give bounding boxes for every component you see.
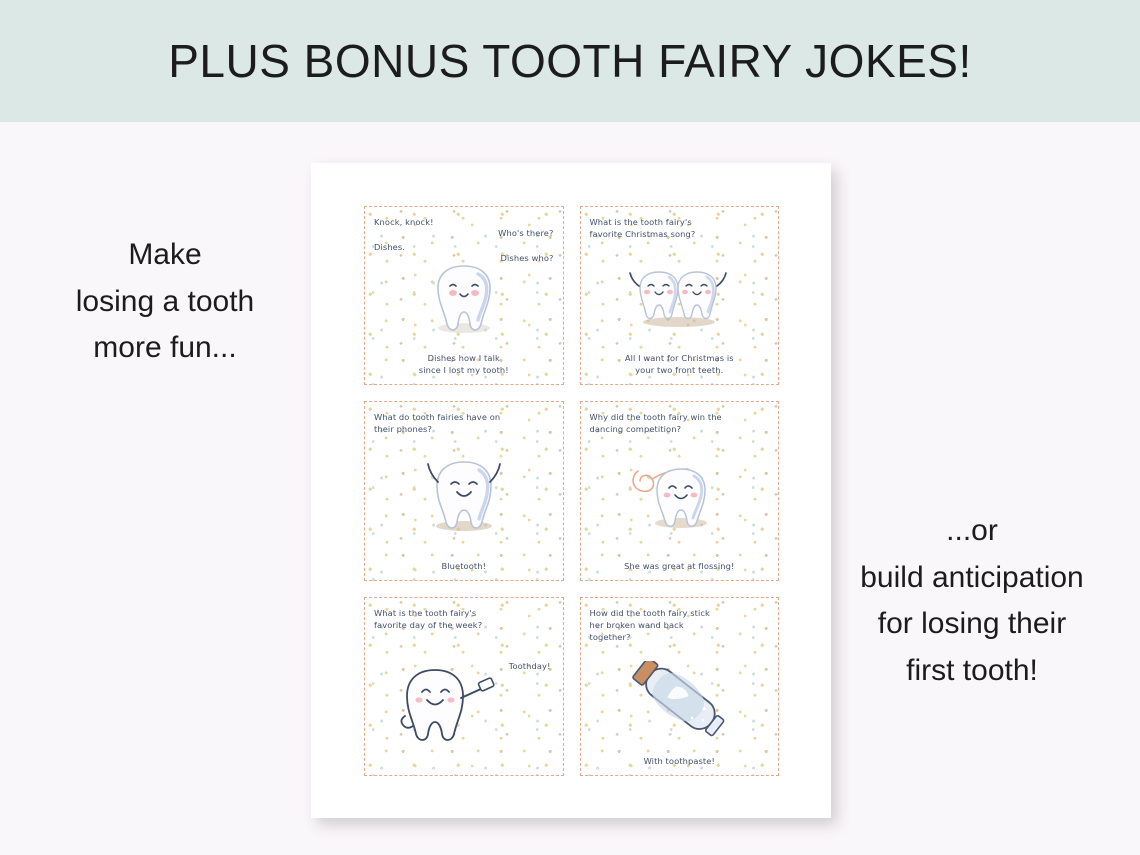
joke-question-line: Dishes who? [500, 253, 554, 263]
joke-answer: Bluetooth! [441, 560, 487, 571]
joke-question-line: Who's there? [498, 228, 554, 238]
tooth-with-floss-icon [581, 452, 779, 534]
caption-right-line-2: build anticipation [860, 560, 1084, 594]
happy-tooth-arms-up-icon [365, 452, 563, 534]
joke-question [374, 607, 554, 631]
joke-card [364, 206, 564, 385]
caption-right-line-4: first tooth! [906, 653, 1038, 687]
header-banner [0, 0, 1140, 122]
toothpaste-tube-icon [581, 658, 779, 740]
joke-question-line-2: their phones? [374, 424, 432, 435]
joke-card [364, 401, 564, 580]
joke-question [590, 607, 770, 643]
joke-answer: She was great at flossing! [624, 560, 735, 571]
two-teeth-icon [581, 257, 779, 339]
joke-question-line-1: What do tooth fairies have on [374, 412, 501, 423]
joke-card [580, 401, 780, 580]
joke-question-line-1: How did the tooth fairy stick [589, 607, 710, 618]
tooth-with-brush-icon [364, 661, 563, 743]
joke-question [590, 411, 770, 435]
joke-question-line-2: dancing competition? [589, 424, 682, 435]
joke-answer: With toothpaste! [643, 755, 715, 766]
joke-cards-grid [364, 206, 779, 776]
joke-answer [374, 352, 554, 376]
joke-answer-line-1: All I want for Christmas is [624, 353, 734, 364]
joke-question-line-1: What is the tooth fairy's [589, 217, 692, 227]
caption-left [20, 232, 310, 372]
caption-left-line-2: losing a tooth [75, 284, 255, 318]
joke-question-line-2: favorite Christmas song? [589, 229, 696, 240]
joke-card [580, 206, 780, 385]
joke-question-line-3: together? [589, 631, 631, 642]
joke-question-line: Knock, knock! [374, 217, 434, 227]
smiling-tooth-icon [365, 257, 563, 339]
joke-question-line: Dishes. [374, 242, 406, 252]
joke-question-line-1: Why did the tooth fairy win the [589, 412, 722, 423]
joke-question [590, 216, 770, 240]
joke-answer-line-1: Dishes how I talk [427, 353, 500, 364]
caption-right-line-1: ...or [946, 514, 998, 547]
caption-right-line-3: for losing their [877, 607, 1067, 640]
joke-question-line-1: What is the tooth fairy's [374, 607, 477, 618]
caption-left-line-1: Make [128, 238, 202, 271]
joke-card [580, 597, 780, 776]
joke-question [374, 411, 554, 435]
joke-question-line-2: favorite day of the week? [374, 619, 483, 630]
joke-answer: Toothday! [508, 660, 551, 671]
caption-left-line-3: more fun... [93, 331, 237, 364]
page-title: PLUS BONUS TOOTH FAIRY JOKES! [168, 35, 972, 87]
caption-right [812, 508, 1132, 694]
joke-answer-line-2: since I lost my tooth! [418, 365, 509, 376]
joke-answer-line-2: your two front teeth. [635, 365, 724, 376]
joke-question-line-2: her broken wand back [589, 619, 684, 630]
printable-sheet [311, 163, 831, 818]
joke-answer [590, 352, 770, 376]
joke-card [364, 597, 564, 776]
